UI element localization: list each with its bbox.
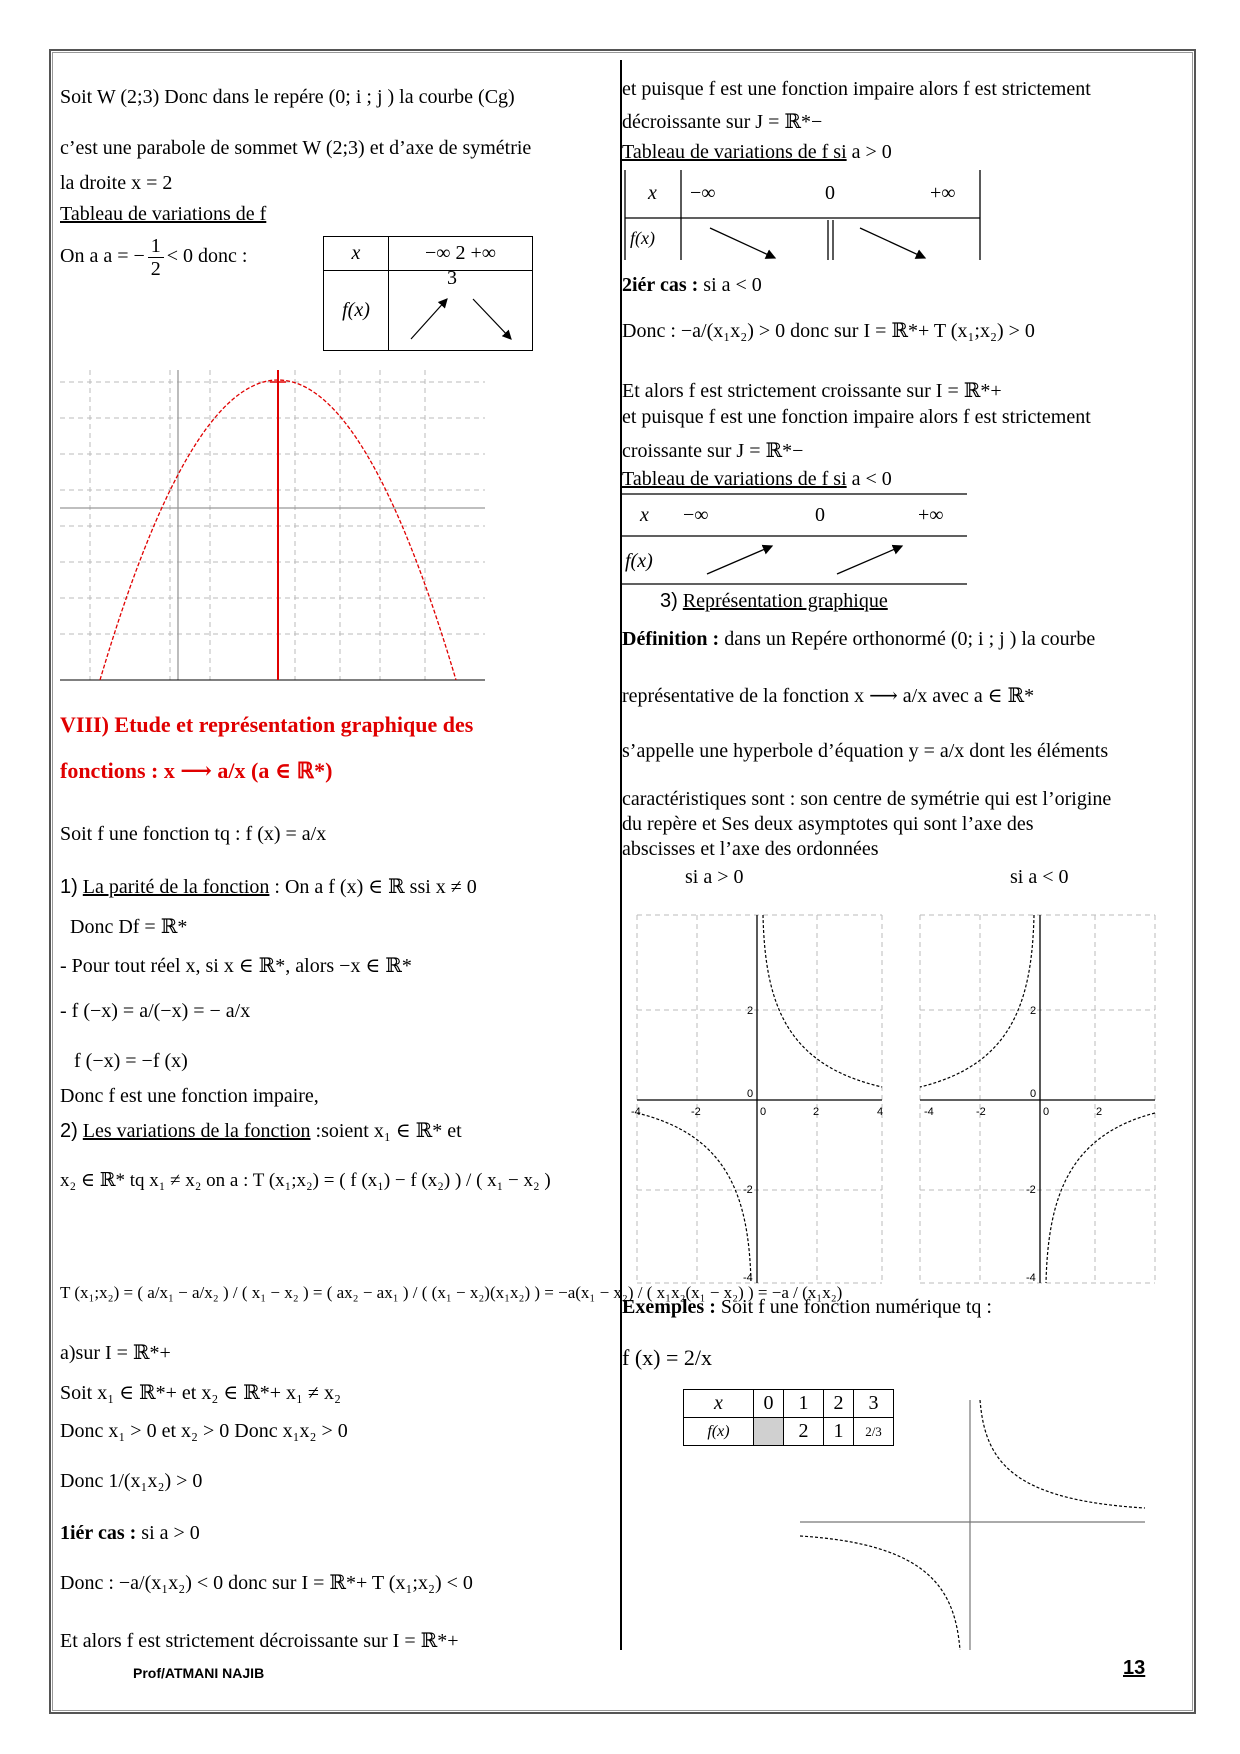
- left-line-2: c’est une parabole de sommet W (2;3) et d’axe de symétrie: [60, 137, 532, 159]
- left-line-1: Soit W (2;3) Donc dans le repére (0; i ; j ) la courbe (Cg): [60, 86, 515, 108]
- svg-text:-4: -4: [924, 1106, 934, 1118]
- left-s13: Donc x₁ > 0 et x₂ > 0 Donc x₁x₂ > 0: [60, 1420, 348, 1442]
- left-s14: Donc 1/(x₁x₂) > 0: [60, 1470, 203, 1492]
- left-heading-variations: Tableau de variations de f: [60, 203, 267, 225]
- right-r6: Et alors f est strictement croissante sur I = ℝ*+: [622, 380, 1002, 402]
- right-r8: croissante sur J = ℝ*−: [622, 440, 804, 462]
- right-r16: abscisses et l’axe des ordonnées: [622, 838, 879, 860]
- right-r12: représentative de la fonction x ⟶ a/x avec a ∈ ℝ*: [622, 685, 1035, 707]
- left-s4: - Pour tout réel x, si x ∈ ℝ*, alors −x ∈ ℝ*: [60, 955, 412, 977]
- svg-text:0: 0: [747, 1088, 754, 1100]
- right-r7: et puisque f est une fonction impaire alors f est strictement: [622, 406, 1091, 428]
- right-r18: Exemples : Soit f une fonction numérique tq :: [622, 1296, 992, 1318]
- svg-text:2: 2: [1030, 1005, 1037, 1017]
- left-s5: - f (−x) = a/(−x) = − a/x: [60, 1000, 251, 1022]
- svg-text:0: 0: [1043, 1106, 1050, 1118]
- parabola-graph: [60, 370, 485, 680]
- left-s7: Donc f est une fonction impaire,: [60, 1085, 319, 1107]
- section-heading-viii-b: fonctions : x ⟶ a/x (a ∈ ℝ*): [60, 758, 333, 783]
- svg-text:-2: -2: [691, 1106, 701, 1118]
- left-s16: Donc : −a/(x₁x₂) < 0 donc sur I = ℝ*+ T (x₁;x₂) < 0: [60, 1572, 473, 1594]
- svg-text:0: 0: [760, 1106, 767, 1118]
- left-s2: 1) La parité de la fonction : On a f (x) ∈ ℝ ssi x ≠ 0: [60, 876, 477, 898]
- left-line-5: On a a = − $\frac{1}{2}$ < 0 donc :: [60, 235, 248, 280]
- right-r2: décroissante sur J = ℝ*−: [622, 111, 823, 133]
- hyperbola-graph-positive: [631, 915, 884, 1284]
- right-r3: Tableau de variations de f si a > 0: [622, 141, 892, 163]
- example-values-table: x 0 1 2 3 f(x) 2 1 2/3: [683, 1389, 894, 1446]
- variation-arrows-parabola: [395, 271, 525, 351]
- variation-table-parabola: x −∞ 2 +∞ f(x) 3: [323, 236, 533, 351]
- footer-author: Prof/ATMANI NAJIB: [133, 1665, 265, 1681]
- left-s17: Et alors f est strictement décroissante sur I = ℝ*+: [60, 1630, 459, 1652]
- svg-text:2: 2: [747, 1005, 754, 1017]
- right-r5: Donc : −a/(x₁x₂) > 0 donc sur I = ℝ*+ T (x₁;x₂) > 0: [622, 320, 1035, 342]
- svg-text:-2: -2: [1026, 1184, 1036, 1196]
- left-s11: a)sur I = ℝ*+: [60, 1342, 171, 1364]
- svg-text:-4: -4: [1026, 1272, 1036, 1284]
- svg-text:0: 0: [1030, 1088, 1037, 1100]
- right-r15: du repère et Ses deux asymptotes qui sont l’axe des: [622, 813, 1034, 835]
- right-r4: 2iér cas : si a < 0: [622, 274, 762, 296]
- svg-text:-4: -4: [743, 1272, 753, 1284]
- left-s15: 1iér cas : si a > 0: [60, 1522, 200, 1544]
- right-r1: et puisque f est une fonction impaire alors f est strictement: [622, 78, 1091, 100]
- right-r13: s’appelle une hyperbole d’équation y = a/x dont les éléments: [622, 740, 1109, 762]
- left-s6: f (−x) = −f (x): [74, 1050, 188, 1072]
- left-s12: Soit x₁ ∈ ℝ*+ et x₂ ∈ ℝ*+ x₁ ≠ x₂: [60, 1382, 341, 1404]
- left-line-3: la droite x = 2: [60, 172, 173, 194]
- svg-text:2: 2: [1096, 1106, 1103, 1118]
- left-s1: Soit f une fonction tq : f (x) = a/x: [60, 823, 327, 845]
- left-s8: 2) Les variations de la fonction :soient x₁ ∈ ℝ* et: [60, 1120, 462, 1142]
- example-graph-2-over-x: [800, 1400, 1150, 1650]
- right-r19: f (x) = 2/x: [622, 1345, 712, 1370]
- section-heading-viii: VIII) Etude et représentation graphique des: [60, 712, 474, 737]
- left-s3: Donc Df = ℝ*: [70, 916, 188, 938]
- svg-text:4: 4: [877, 1106, 884, 1118]
- page-number: 13: [1123, 1657, 1146, 1679]
- right-r14: caractéristiques sont : son centre de symétrie qui est l’origine: [622, 788, 1112, 810]
- right-r17a: si a > 0: [685, 866, 744, 888]
- svg-text:2: 2: [813, 1106, 820, 1118]
- right-r10: 3) Représentation graphique: [660, 590, 888, 612]
- left-s10: T (x₁;x₂) = ( a/x₁ − a/x₂ ) / ( x₁ − x₂ ) = ( ax₂ − ax₁ ) / ( (x₁ − x₂)(x₁x₂) ) = −a(x₁ − x₂) / ( x₁x₂(x₁ − x₂) ) = −a / (x₁x₂): [60, 1283, 843, 1302]
- right-r9: Tableau de variations de f si a < 0: [622, 468, 892, 490]
- svg-text:-2: -2: [743, 1184, 753, 1196]
- left-s9: x₂ ∈ ℝ* tq x₁ ≠ x₂ on a : T (x₁;x₂) = ( f (x₁) − f (x₂) ) / ( x₁ − x₂ ): [60, 1170, 551, 1191]
- right-r11: Définition : dans un Repére orthonormé (0; i ; j ) la courbe: [622, 628, 1096, 650]
- svg-text:-4: -4: [631, 1106, 641, 1118]
- right-r17b: si a < 0: [1010, 866, 1069, 888]
- hyperbola-graph-negative: [920, 915, 1155, 1283]
- svg-text:-2: -2: [976, 1106, 986, 1118]
